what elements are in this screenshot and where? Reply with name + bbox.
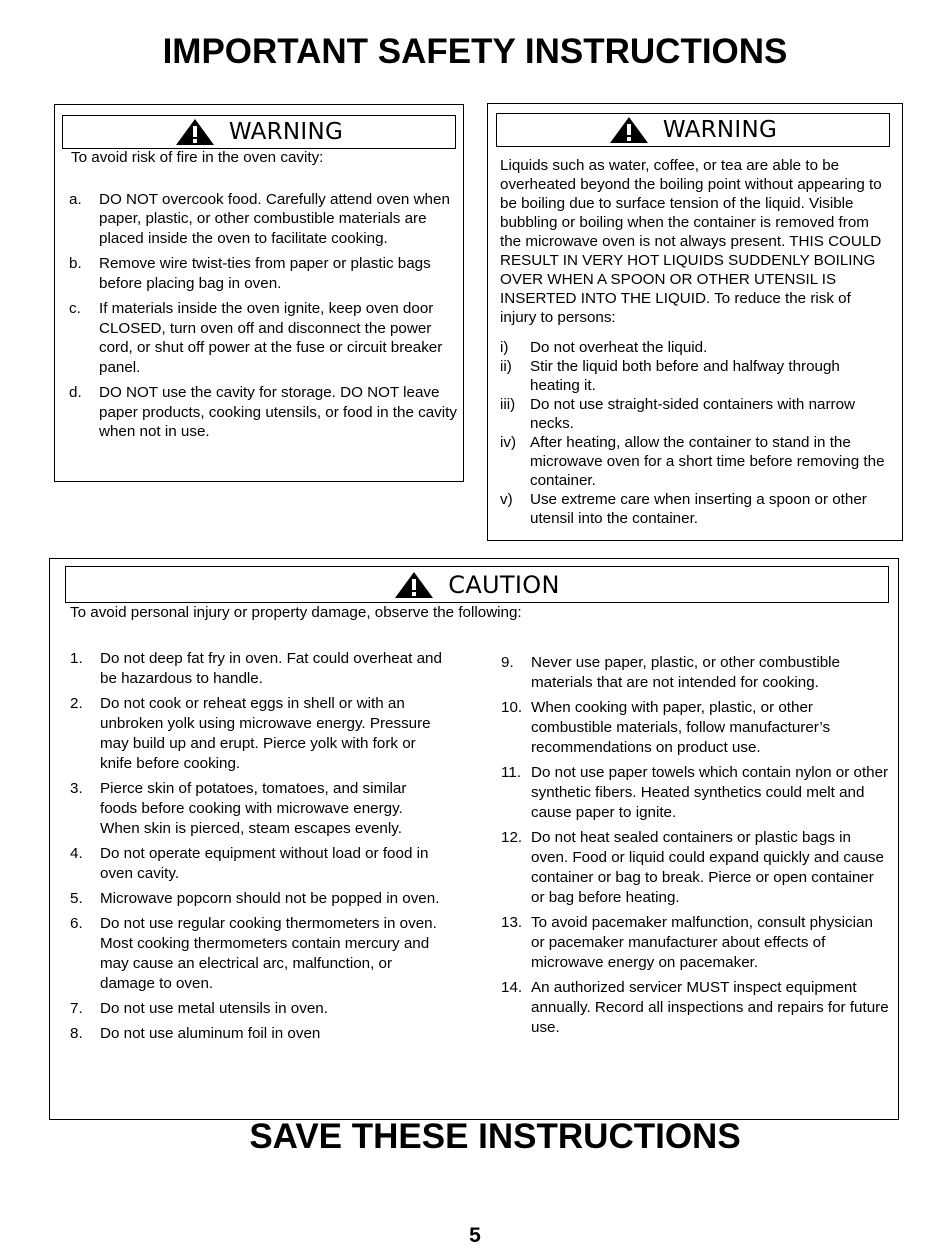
list-item-text: Pierce skin of potatoes, tomatoes, and similar foods before cooking with microwave energy. When skin is pierced, steam escapes evenly. — [100, 780, 407, 837]
list-item — [501, 828, 889, 908]
list-item-marker: v) — [500, 491, 513, 508]
list-item-text: Do not use regular cooking thermometers in oven. Most cooking thermometers contain mercury and may cause an electrical arc, malfunction, or damage to oven. — [100, 915, 437, 992]
list-item — [70, 649, 442, 689]
list-item-text: Do not deep fat fry in oven. Fat could overheat and be hazardous to handle. — [100, 650, 442, 687]
list-item-marker: 2. — [70, 695, 83, 712]
list-item — [70, 999, 442, 1019]
warning-liquids-intro: Liquids such as water, coffee, or tea are able to be overheated beyond the boiling point without appearing to be boiling due to surface tension of the liquid. Visible bubbling or boiling when the container is removed from the microwave oven is not always present. THIS COULD RESULT IN VERY HOT LIQUIDS SUDDENLY BOILING OVER WHEN A SPOON OR OTHER UTENSIL IS INSERTED INTO THE LIQUID. To reduce the risk of injury to persons: — [500, 157, 882, 326]
list-item — [70, 889, 442, 909]
list-item-text: If materials inside the oven ignite, keep oven door CLOSED, turn oven off and disconnect the power cord, or shut off power at the fuse or circuit breaker panel. — [99, 300, 443, 376]
page-number: 5 — [469, 1224, 481, 1247]
warning-liquids-content — [500, 156, 890, 528]
warning-liquids-list — [500, 338, 890, 528]
list-item-marker: 6. — [70, 915, 83, 932]
list-item — [501, 653, 889, 693]
caution-header — [65, 566, 889, 603]
list-item-marker: a. — [69, 190, 82, 208]
list-item-text: Do not cook or reheat eggs in shell or with an unbroken yolk using microwave energy. Pressure may build up and erupt. Pierce yolk with fork or knife before cooking. — [100, 695, 431, 772]
warning-triangle-icon — [394, 571, 434, 599]
list-item-text: DO NOT overcook food. Carefully attend oven when paper, plastic, or other combustible materials are placed inside the oven to facilitate cooking. — [99, 190, 450, 247]
warning-fire-header-label: WARNING — [228, 119, 344, 145]
list-item-marker: 8. — [70, 1025, 83, 1042]
caution-box — [49, 558, 899, 1120]
list-item-marker: 14. — [501, 979, 523, 996]
list-item-text: After heating, allow the container to stand in the microwave oven for a short time before removing the container. — [530, 434, 885, 489]
warning-fire-content — [71, 148, 457, 442]
warning-fire-header — [62, 115, 456, 149]
list-item-marker: c. — [69, 300, 81, 317]
list-item-marker: 12. — [501, 829, 523, 846]
list-item-marker: i) — [500, 339, 509, 356]
list-item-text: Use extreme care when inserting a spoon or other utensil into the container. — [530, 491, 867, 527]
caution-list-right — [501, 653, 889, 1038]
warning-fire-intro: To avoid risk of fire in the oven cavity: — [71, 149, 324, 166]
list-item-marker: 10. — [501, 699, 523, 716]
list-item-text: Never use paper, plastic, or other combustible materials that are not intended for cooking. — [531, 654, 840, 691]
list-item-text: When cooking with paper, plastic, or other combustible materials, follow manufacturer’s recommendations on product use. — [531, 699, 831, 756]
caution-header-label: CAUTION — [448, 570, 560, 599]
list-item — [501, 913, 889, 973]
list-item — [69, 383, 457, 442]
list-item — [70, 914, 442, 994]
list-item-text: Do not use straight-sided containers with narrow necks. — [530, 396, 856, 432]
list-item-marker: iv) — [500, 434, 517, 451]
list-item — [70, 1024, 442, 1044]
save-instructions-title: SAVE THESE INSTRUCTIONS — [249, 1117, 741, 1156]
list-item — [500, 490, 890, 528]
list-item-text: Stir the liquid both before and halfway through heating it. — [530, 358, 840, 394]
list-item — [500, 357, 890, 395]
list-item-text: Remove wire twist-ties from paper or plastic bags before placing bag in oven. — [99, 255, 431, 292]
list-item — [501, 978, 889, 1038]
list-item-marker: b. — [69, 255, 82, 272]
warning-triangle-icon — [609, 116, 649, 144]
list-item — [500, 338, 890, 357]
warning-triangle-icon — [175, 118, 215, 146]
list-item — [501, 698, 889, 758]
list-item-text: Do not use metal utensils in oven. — [100, 1000, 328, 1017]
list-item-marker: 5. — [70, 890, 83, 907]
warning-liquids-header-label: WARNING — [662, 117, 778, 143]
list-item-marker: 9. — [501, 654, 514, 671]
warning-liquids-box — [487, 103, 903, 541]
list-item — [501, 763, 889, 823]
list-item — [69, 190, 457, 249]
page-title: IMPORTANT SAFETY INSTRUCTIONS — [162, 32, 788, 71]
caution-intro: To avoid personal injury or property damage, observe the following: — [70, 604, 522, 621]
list-item-text: Do not use aluminum foil in oven — [100, 1025, 321, 1042]
list-item — [70, 844, 442, 884]
list-item-marker: 11. — [501, 764, 521, 781]
list-item-marker: 3. — [70, 780, 83, 797]
list-item-text: Do not use paper towels which contain nylon or other synthetic fibers. Heated synthetics could melt and cause paper to ignite. — [531, 764, 889, 821]
list-item — [69, 254, 457, 293]
list-item-marker: 4. — [70, 845, 83, 862]
list-item — [70, 779, 442, 839]
list-item-marker: iii) — [500, 396, 516, 413]
warning-fire-list — [69, 190, 457, 442]
list-item — [69, 299, 457, 377]
list-item-text: Do not overheat the liquid. — [530, 339, 708, 356]
warning-liquids-header — [496, 113, 890, 147]
warning-fire-box — [54, 104, 464, 482]
list-item-text: Do not heat sealed containers or plastic bags in oven. Food or liquid could expand quickly and cause container or bag to break. Pierce or open container or bag before heating. — [531, 829, 884, 906]
list-item-marker: d. — [69, 384, 82, 401]
list-item-marker: ii) — [500, 358, 512, 375]
list-item-text: Do not operate equipment without load or food in oven cavity. — [100, 845, 429, 882]
list-item-text: Microwave popcorn should not be popped in oven. — [100, 890, 440, 907]
list-item-marker: 13. — [501, 914, 523, 931]
list-item-text: An authorized servicer MUST inspect equipment annually. Record all inspections and repairs for future use. — [531, 979, 889, 1036]
list-item — [70, 694, 442, 774]
list-item-text: DO NOT use the cavity for storage. DO NOT leave paper products, cooking utensils, or food in the cavity when not in use. — [99, 384, 457, 440]
list-item-text: To avoid pacemaker malfunction, consult physician or pacemaker manufacturer about effects of microwave energy on pacemaker. — [531, 914, 873, 971]
caution-list-left — [70, 649, 442, 1044]
list-item-marker: 7. — [70, 1000, 83, 1017]
list-item — [500, 395, 890, 433]
list-item — [500, 433, 890, 490]
list-item-marker: 1. — [70, 650, 83, 667]
